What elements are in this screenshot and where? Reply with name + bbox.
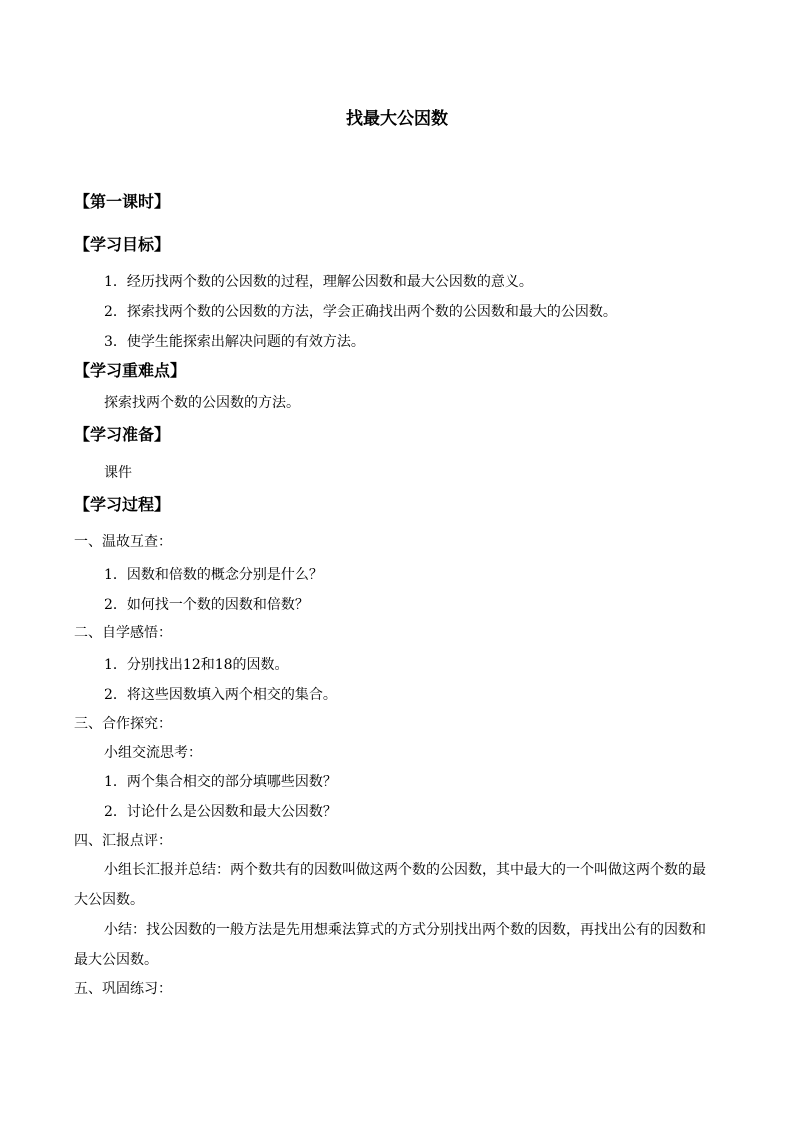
cooperation-item: 1．两个集合相交的部分填哪些因数？: [104, 774, 337, 790]
section-goals: 【学习目标】: [74, 235, 171, 254]
report-conclusion-paragraph: 小结：找公因数的一般方法是先用想乘法算式的方式分别找出两个数的因数，再找出公有的因数和最大公因数。: [74, 922, 706, 968]
section-preparation: 【学习准备】: [74, 425, 171, 444]
section-key-points: 【学习重难点】: [74, 361, 187, 380]
report-summary-paragraph: 小组长汇报并总结：两个数共有的因数叫做这两个数的公因数，其中最大的一个叫做这两个数的最大公因数。: [74, 862, 706, 908]
review-item: 2．如何找一个数的因数和倍数？: [104, 597, 309, 613]
goal-item: 1．经历找两个数的公因数的过程，理解公因数和最大公因数的意义。: [104, 274, 533, 290]
cooperation-intro: 小组交流思考：: [104, 745, 202, 761]
self-study-item: 2．将这些因数填入两个相交的集合。: [104, 687, 337, 703]
cooperation-item: 2．讨论什么是公因数和最大公因数？: [104, 804, 337, 820]
section-process: 【学习过程】: [74, 495, 171, 514]
preparation-text: 课件: [104, 465, 132, 481]
step-heading-self-study: 二、自学感悟：: [74, 625, 172, 641]
step-heading-report: 四、汇报点评：: [74, 833, 172, 849]
step-heading-cooperation: 三、合作探究：: [74, 716, 172, 732]
document-title: 找最大公因数: [346, 109, 448, 129]
goal-item: 3．使学生能探索出解决问题的有效方法。: [104, 334, 365, 350]
review-item: 1．因数和倍数的概念分别是什么？: [104, 567, 323, 583]
self-study-item: 1．分别找出12和18的因数。: [104, 657, 289, 673]
goal-item: 2．探索找两个数的公因数的方法，学会正确找出两个数的公因数和最大的公因数。: [104, 304, 617, 320]
step-heading-practice: 五、巩固练习：: [74, 981, 172, 997]
step-heading-review: 一、温故互查：: [74, 534, 172, 550]
section-lesson: 【第一课时】: [74, 192, 171, 211]
key-points-text: 探索找两个数的公因数的方法。: [104, 395, 300, 411]
